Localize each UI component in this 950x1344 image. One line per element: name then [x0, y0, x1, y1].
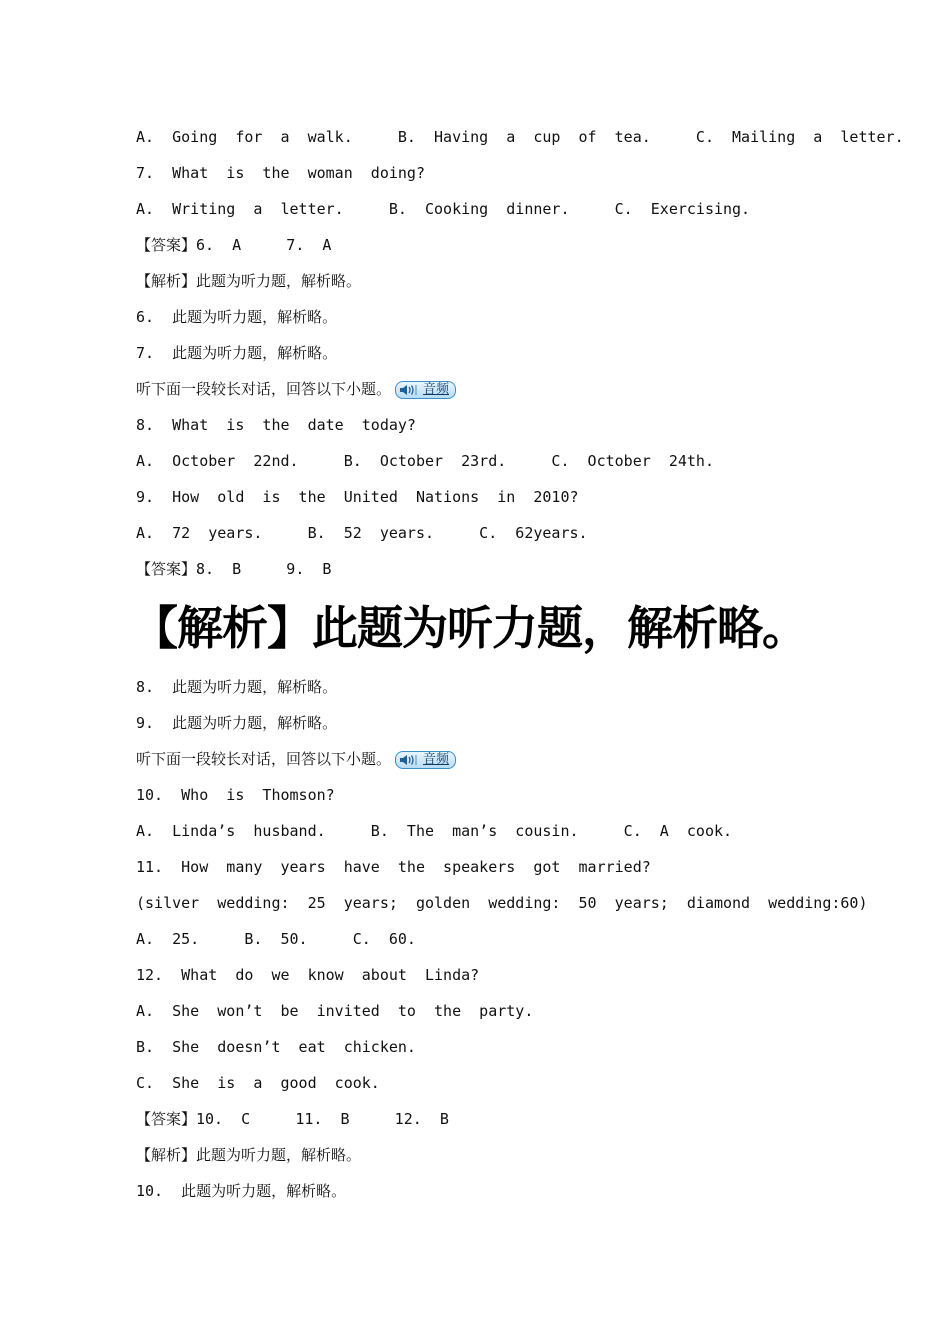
q12-option-b: B. She doesn’t eat chicken. — [136, 1038, 416, 1056]
q12-option-a: A. She won’t be invited to the party. — [136, 1002, 534, 1020]
analysis-q8: 8. 此题为听力题，解析略。 — [136, 678, 338, 696]
q10-question: 10. Who is Thomson? — [136, 786, 335, 804]
speaker-icon — [399, 754, 421, 766]
listening-instruction-1 — [136, 379, 456, 399]
q11-question: 11. How many years have the speakers got married? — [136, 858, 651, 876]
audio-label: 音频 — [423, 381, 450, 397]
audio-label: 音频 — [423, 751, 450, 767]
q9-question: 9. How old is the United Nations in 2010? — [136, 488, 579, 506]
audio-button-2[interactable] — [395, 751, 456, 769]
q11-note: (silver wedding: 25 years; golden wedding: 50 years; diamond wedding:60) — [136, 894, 868, 912]
q11-options: A. 25. B. 50. C. 60. — [136, 930, 416, 948]
q10-options: A. Linda’s husband. B. The man’s cousin. C. A cook. — [136, 822, 733, 840]
q7-options: A. Writing a letter. B. Cooking dinner. C. Exercising. — [136, 200, 751, 218]
audio-button-1[interactable] — [395, 381, 456, 399]
speaker-icon — [399, 384, 421, 396]
q12-question: 12. What do we know about Linda? — [136, 966, 480, 984]
analysis-q7: 7. 此题为听力题，解析略。 — [136, 344, 338, 362]
q12-option-c: C. She is a good cook. — [136, 1074, 380, 1092]
q6-options: A. Going for a walk. B. Having a cup of tea. C. Mailing a letter. — [136, 128, 904, 146]
listening-instruction-2 — [136, 749, 456, 769]
listening-instruction-text: 听下面一段较长对话，回答以下小题。 — [136, 380, 392, 398]
q9-options: A. 72 years. B. 52 years. C. 62years. — [136, 524, 588, 542]
q8-options: A. October 22nd. B. October 23rd. C. October 24th. — [136, 452, 714, 470]
analysis-q9: 9. 此题为听力题，解析略。 — [136, 714, 338, 732]
analysis-q6: 6. 此题为听力题，解析略。 — [136, 308, 338, 326]
q7-question: 7. What is the woman doing? — [136, 164, 425, 182]
analysis-q10: 10. 此题为听力题，解析略。 — [136, 1182, 347, 1200]
analysis-heading-large: 【解析】此题为听力题，解析略。 — [132, 601, 807, 655]
q8-question: 8. What is the date today? — [136, 416, 416, 434]
analysis-10-12: 【解析】此题为听力题，解析略。 — [136, 1146, 362, 1164]
answer-6-7: 【答案】6. A 7. A — [136, 236, 332, 254]
answer-10-12: 【答案】10. C 11. B 12. B — [136, 1110, 449, 1128]
answer-8-9: 【答案】8. B 9. B — [136, 560, 332, 578]
listening-instruction-text: 听下面一段较长对话，回答以下小题。 — [136, 750, 392, 768]
analysis-6-7: 【解析】此题为听力题，解析略。 — [136, 272, 362, 290]
